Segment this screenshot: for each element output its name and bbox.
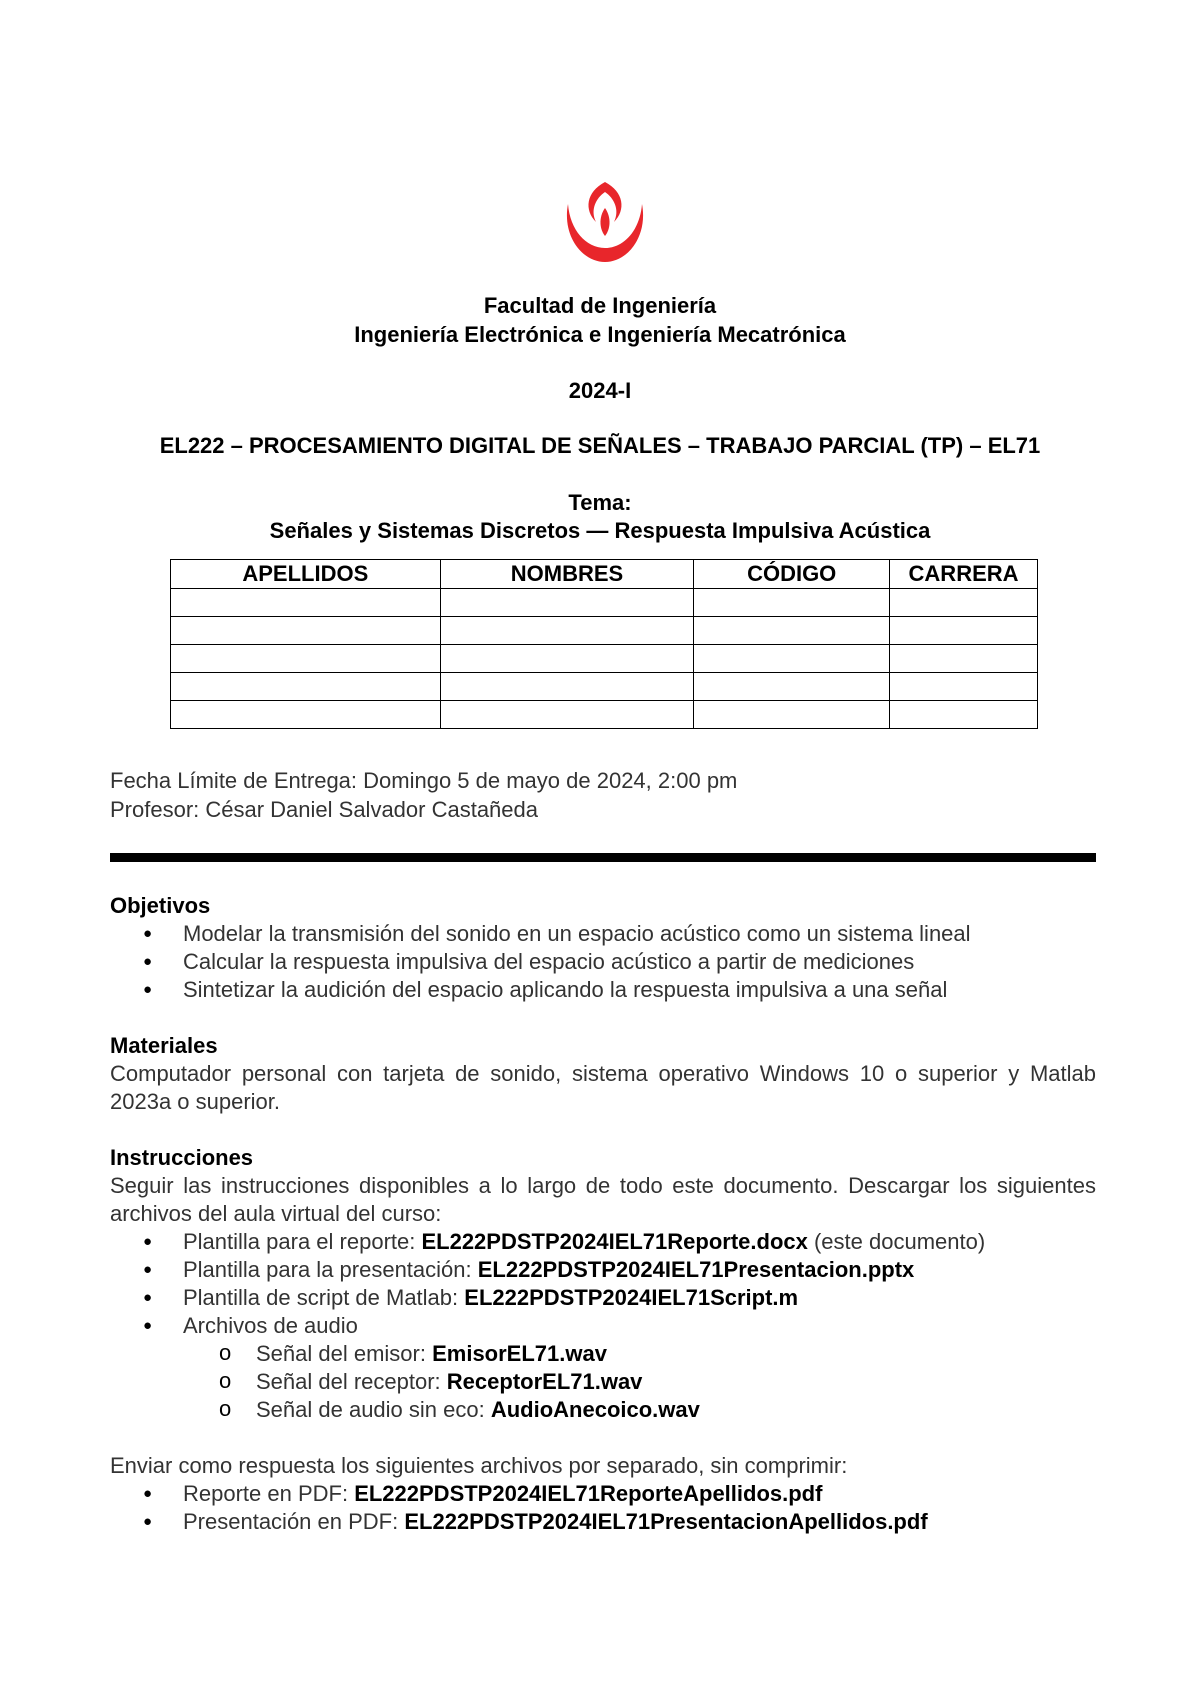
file-name: EL222PDSTP2024IEL71Presentacion.pptx — [477, 1257, 915, 1282]
professor: Profesor: César Daniel Salvador Castañeda — [110, 797, 539, 822]
list-item — [110, 1480, 1096, 1508]
file-name: EL222PDSTP2024IEL71Script.m — [464, 1285, 799, 1310]
program-names: Ingeniería Electrónica e Ingeniería Mecatrónica — [354, 322, 846, 347]
deadline: Fecha Límite de Entrega: Domingo 5 de mayo de 2024, 2:00 pm — [110, 768, 738, 793]
column-header-nombres: NOMBRES — [440, 560, 694, 589]
table-cell[interactable] — [694, 701, 890, 729]
table-cell[interactable] — [440, 645, 694, 673]
table-cell[interactable] — [440, 589, 694, 617]
item-label: Plantilla para la presentación: — [183, 1257, 478, 1282]
table-row — [171, 589, 1038, 617]
academic-term: 2024-I — [568, 378, 632, 403]
item-suffix: (este documento) — [807, 1229, 986, 1254]
list-item: ● Calcular la respuesta impulsiva del espacio acústico a partir de mediciones — [110, 948, 1096, 976]
file-name: ReceptorEL71.wav — [446, 1369, 643, 1394]
item-label: Señal de audio sin eco: — [256, 1397, 491, 1422]
table-cell[interactable] — [890, 617, 1038, 645]
table-cell[interactable] — [890, 701, 1038, 729]
item-label: Archivos de audio — [183, 1313, 358, 1338]
column-header-codigo: CÓDIGO — [694, 560, 890, 589]
table-cell[interactable] — [890, 645, 1038, 673]
table-cell[interactable] — [694, 617, 890, 645]
table-row — [171, 673, 1038, 701]
table-cell[interactable] — [440, 617, 694, 645]
table-row — [171, 617, 1038, 645]
objetivos-heading: Objetivos — [110, 893, 211, 918]
section-divider — [110, 853, 1096, 862]
list-item — [110, 1508, 1096, 1536]
file-name: EmisorEL71.wav — [432, 1341, 607, 1366]
topic-title: Señales y Sistemas Discretos — Respuesta Impulsiva Acústica — [269, 518, 931, 543]
item-label: Señal del receptor: — [256, 1369, 447, 1394]
table-row — [171, 701, 1038, 729]
list-item — [110, 1284, 1096, 1312]
table-cell[interactable] — [440, 673, 694, 701]
list-item — [110, 1228, 1096, 1256]
list-item — [110, 1256, 1096, 1284]
table-cell[interactable] — [440, 701, 694, 729]
column-header-apellidos: APELLIDOS — [171, 560, 441, 589]
item-label: Señal del emisor: — [256, 1341, 433, 1366]
faculty-name: Facultad de Ingeniería — [483, 293, 717, 318]
sub-list-item — [110, 1340, 1096, 1368]
table-cell[interactable] — [694, 645, 890, 673]
envio-intro: Enviar como respuesta los siguientes archivos por separado, sin comprimir: — [110, 1453, 848, 1478]
sub-list-item — [110, 1396, 1096, 1424]
list-item — [110, 1312, 1096, 1340]
list-item: ● Sintetizar la audición del espacio aplicando la respuesta impulsiva a una señal — [110, 976, 1096, 1004]
table-cell[interactable] — [171, 645, 441, 673]
item-label: Reporte en PDF: — [183, 1481, 355, 1506]
column-header-carrera: CARRERA — [890, 560, 1038, 589]
materiales-text: Computador personal con tarjeta de sonido, sistema operativo Windows 10 o superior y Matlab 2023a o superior. — [110, 1061, 1096, 1114]
instrucciones-intro: Seguir las instrucciones disponibles a lo largo de todo este documento. Descargar los siguientes archivos del aula virtual del curso: — [110, 1173, 1096, 1226]
table-cell[interactable] — [171, 589, 441, 617]
table-cell[interactable] — [694, 673, 890, 701]
course-title: EL222 – PROCESAMIENTO DIGITAL DE SEÑALES – TRABAJO PARCIAL (TP) – EL71 — [159, 433, 1041, 458]
list-item: ● Modelar la transmisión del sonido en un espacio acústico como un sistema lineal — [110, 920, 1096, 948]
file-name: EL222PDSTP2024IEL71PresentacionApellidos.pdf — [404, 1509, 928, 1534]
table-cell[interactable] — [171, 617, 441, 645]
university-logo — [560, 178, 650, 264]
file-name: AudioAnecoico.wav — [490, 1397, 700, 1422]
file-name: EL222PDSTP2024IEL71Reporte.docx — [421, 1229, 808, 1254]
item-label: Plantilla para el reporte: — [183, 1229, 422, 1254]
item-label: Presentación en PDF: — [183, 1509, 405, 1534]
file-name: EL222PDSTP2024IEL71ReporteApellidos.pdf — [354, 1481, 823, 1506]
table-cell[interactable] — [890, 673, 1038, 701]
document-body — [110, 892, 1096, 1536]
table-row — [171, 645, 1038, 673]
table-cell[interactable] — [890, 589, 1038, 617]
materiales-heading: Materiales — [110, 1033, 218, 1058]
students-table — [170, 559, 1038, 729]
item-label: Plantilla de script de Matlab: — [183, 1285, 465, 1310]
table-cell[interactable] — [171, 701, 441, 729]
topic-label: Tema: — [568, 490, 632, 515]
table-cell[interactable] — [171, 673, 441, 701]
table-cell[interactable] — [694, 589, 890, 617]
table-header-row — [171, 560, 1038, 589]
sub-list-item — [110, 1368, 1096, 1396]
instrucciones-heading: Instrucciones — [110, 1145, 254, 1170]
